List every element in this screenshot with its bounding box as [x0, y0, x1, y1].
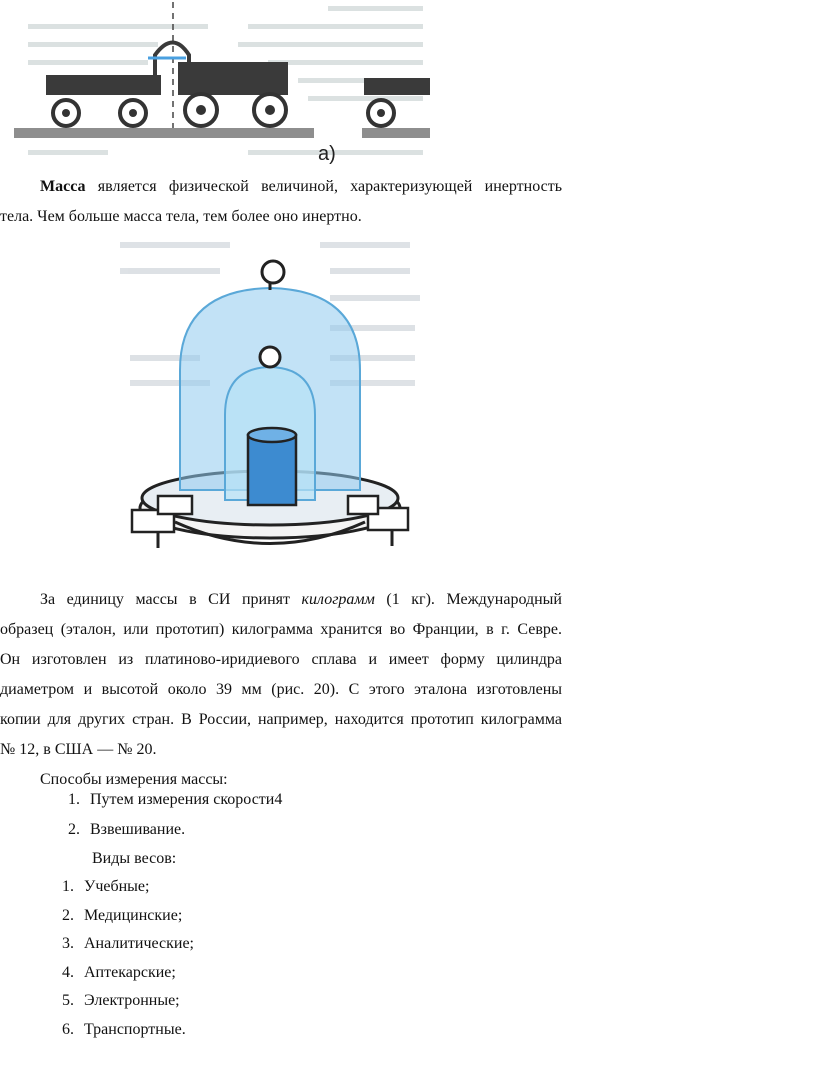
para2-text: За единицу массы в СИ принят	[40, 591, 302, 608]
list-item: 6. Транспортные.	[62, 1021, 186, 1038]
para2-line6: № 12, в США — № 20.	[0, 741, 157, 758]
cart-right	[178, 62, 288, 95]
term-kilogram: килограмм	[301, 591, 375, 608]
figure-label: а)	[318, 143, 336, 165]
kilogram-cylinder	[248, 435, 296, 505]
inner-knob	[260, 347, 280, 367]
methods-title: Способы измерения массы:	[40, 771, 228, 788]
cart-left	[46, 75, 161, 95]
list-item: 4. Аптекарские;	[62, 964, 176, 981]
para2-line5: копии для других стран. В России, например, находится прототип килограмма	[0, 711, 562, 728]
para2-line2: образец (эталон, или прототип) килограмма хранится во Франции, в г. Севре.	[0, 621, 562, 638]
outer-knob	[262, 261, 284, 283]
para1-line2: тела. Чем больше масса тела, тем более оно инертно.	[0, 208, 362, 225]
scales-title: Виды весов:	[92, 850, 177, 867]
para2-line1	[40, 585, 562, 615]
list-item: 3. Аналитические;	[62, 935, 194, 952]
list-item: 1. Путем измерения скорости4	[68, 791, 283, 808]
para2-line3: Он изготовлен из платиново-иридиевого сплава и имеет форму цилиндра	[0, 651, 562, 668]
list-item: 5. Электронные;	[62, 992, 180, 1009]
para1-line1	[40, 172, 562, 202]
list-item: 2. Взвешивание.	[68, 821, 186, 838]
list-item: 1. Учебные;	[62, 878, 150, 895]
carts-figure	[8, 0, 430, 165]
para1-rest: является физической величиной, характеризующей инертность	[85, 178, 562, 195]
ground	[14, 128, 314, 138]
para2-line4: диаметром и высотой около 39 мм (рис. 20). С этого эталона изготовлены	[0, 681, 562, 698]
kilogram-prototype-figure	[120, 240, 420, 560]
list-item: 2. Медицинские;	[62, 907, 183, 924]
term-mass: Масса	[40, 178, 86, 195]
para2-text: (1 кг). Международный	[374, 591, 562, 608]
